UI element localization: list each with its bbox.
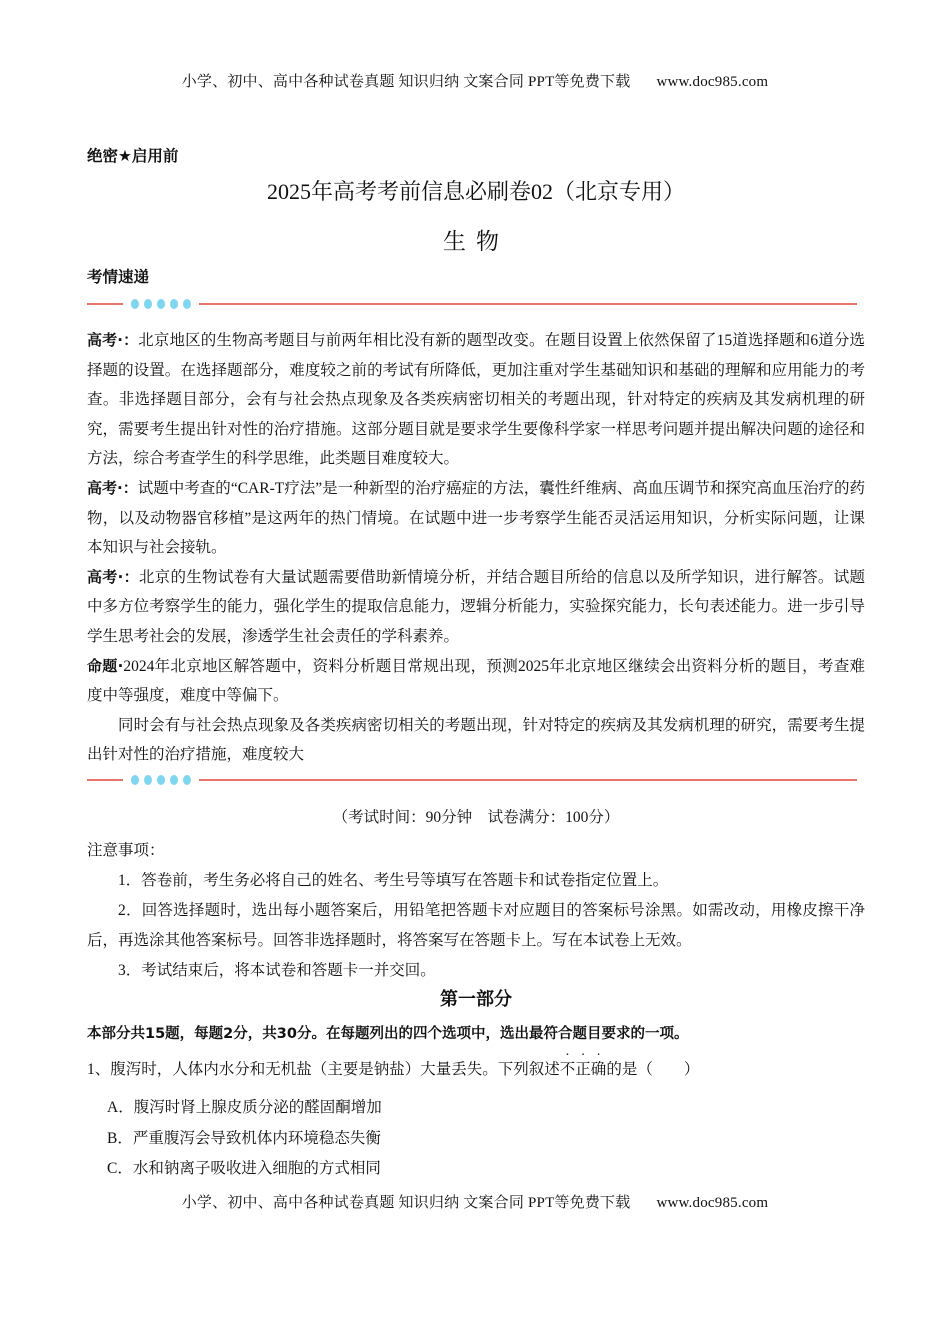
exam-info: （考试时间：90分钟 试卷满分：100分）	[332, 809, 620, 826]
analysis-paragraph: 高考·：北京的生物试卷有大量试题需要借助新情境分析，并结合题目所给的信息以及所学知识，进行解答。试题中多方位考察学生的能力，强化学生的提取信息能力，逻辑分析能力，实验探究能力，长句表述能力。进一步引导学生思考社会的发展，渗透学生社会责任的学科素养。	[87, 567, 865, 645]
note-item: 3．考试结束后，将本试卷和答题卡一并交回。	[118, 962, 436, 979]
header-url[interactable]: www.doc985.com	[656, 74, 769, 90]
document-title: 2025年高考考前信息必刷卷02（北京专用）	[266, 179, 685, 204]
emphasis-char: 确	[590, 1061, 607, 1078]
emphasis-char: 不	[559, 1061, 576, 1078]
secret-label: 绝密★启用前	[87, 147, 179, 165]
analysis-paragraph-extra: 同时会有与社会热点现象及各类疾病密切相关的考题出现，针对特定的疾病及其发病机理的研究，需要考生提出针对性的治疗措施，难度较大	[87, 716, 865, 764]
note-item: 2．回答选择题时，选出每小题答案后，用铅笔把答题卡对应题目的答案标号涂黑。如需改动，用橡皮擦干净后，再选涂其他答案标号。回答非选择题时，将答案写在答题卡上。写在本试卷上无效。	[87, 902, 865, 949]
exam-notes	[87, 836, 865, 986]
note-item: 1．答卷前，考生务必将自己的姓名、考生号等填写在答题卡和试卷指定位置上。	[118, 872, 669, 889]
decorative-divider	[87, 774, 857, 786]
dots-icon	[131, 299, 191, 309]
option-b: B．严重腹泻会导致机体内环境稳态失衡	[107, 1129, 381, 1147]
exam-analysis	[87, 326, 865, 770]
analysis-label: 高考·：	[87, 331, 139, 349]
analysis-paragraph: 高考·：北京地区的生物高考题目与前两年相比没有新的题型改变。在题目设置上依然保留了15道选择题和6道分选择题的设置。在选择题部分，难度较之前的考试有所降低，更加注重对学生基础知识和基础的理解和应用能力的考查。非选择题目部分，会有与社会热点现象及各类疾病密切相关的考题出现，针对特定的疾病及其发病机理的研究，需要考生提出针对性的治疗措施。这部分题目就是要求学生要像科学家一样思考问题并提出解决问题的途径和方法，综合考查学生的科学思维，此类题目难度较大。	[87, 331, 865, 468]
decorative-divider	[87, 298, 857, 310]
option-c: C．水和钠离子吸收进入细胞的方式相同	[107, 1160, 381, 1177]
option-a: A．腹泻时肾上腺皮质分泌的醛固酮增加	[107, 1099, 382, 1116]
part-description: 本部分共15题，每题2分，共30分。在每题列出的四个选项中，选出最符合题目要求的一项。	[87, 1026, 689, 1042]
analysis-label: 命题·	[87, 656, 124, 675]
footer-url[interactable]: www.doc985.com	[656, 1195, 769, 1211]
emphasis-char: 正	[575, 1061, 591, 1078]
footer-text: 小学、初中、高中各种试卷真题 知识归纳 文案合同 PPT等免费下载	[181, 1195, 631, 1211]
part-title: 第一部分	[440, 989, 512, 1010]
question-stem: 1、腹泻时，人体内水分和无机盐（主要是钠盐）大量丢失。下列叙述不正确的是（ ）	[87, 1061, 700, 1078]
analysis-label: 高考·：	[87, 567, 139, 586]
question-options	[107, 1093, 382, 1185]
analysis-paragraph: 命题·2024年北京地区解答题中，资料分析题目常规出现，预测2025年北京地区继续会出资料分析的题目，考查难度中等强度，难度中等偏下。	[87, 656, 865, 705]
section-heading: 考情速递	[87, 268, 150, 286]
page-footer	[0, 1191, 950, 1212]
analysis-paragraph: 高考·：试题中考查的“CAR-T疗法”是一种新型的治疗癌症的方法，囊性纤维病、高血压调节和探究高血压治疗的药物，以及动物器官移植”是这两年的热门情境。在试题中进一步考察学生能否灵活运用知识，分析实际问题，让课本知识与社会接轨。	[87, 478, 865, 557]
dots-icon	[131, 775, 191, 785]
notes-heading: 注意事项：	[87, 842, 165, 859]
subject-title: 生物	[443, 229, 509, 254]
header-text: 小学、初中、高中各种试卷真题 知识归纳 文案合同 PPT等免费下载	[181, 74, 631, 90]
page-header	[0, 70, 950, 91]
analysis-label: 高考·：	[87, 478, 138, 497]
